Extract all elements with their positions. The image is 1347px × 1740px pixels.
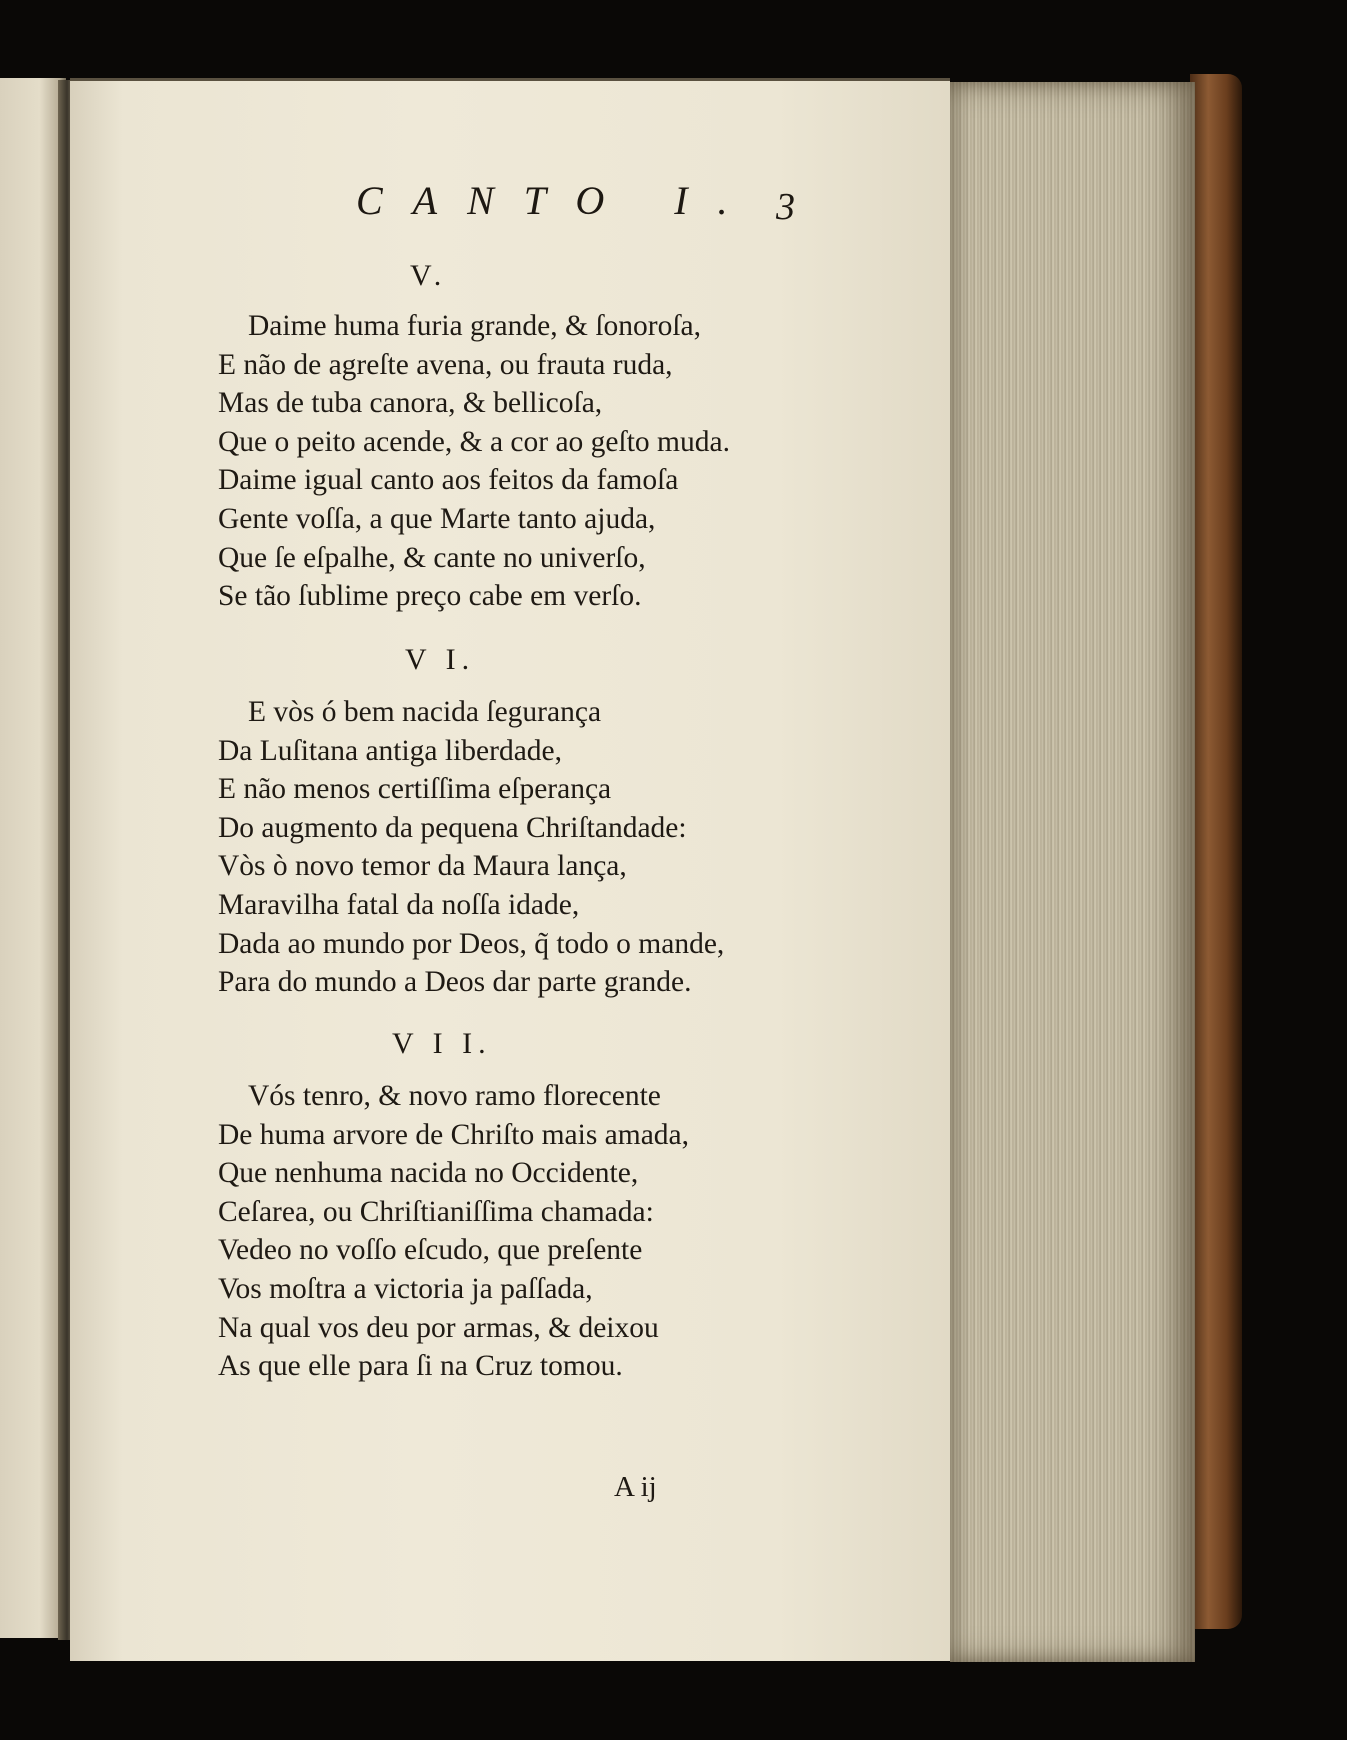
leather-cover [1190, 74, 1242, 1629]
verse-line: De huma arvore de Chriſto mais amada, [218, 1118, 690, 1151]
catchword-signature: A ij [614, 1471, 657, 1503]
verse-line: E não de agreſte avena, ou frauta ruda, [218, 348, 673, 381]
stanza-heading: V I I. [392, 1027, 492, 1060]
stanza-heading: V. [410, 259, 448, 292]
page-number: 3 [776, 186, 795, 228]
verse-line: E vòs ó bem nacida ſegurança [248, 696, 602, 728]
verse-line: Mas de tuba canora, & bellicoſa, [218, 387, 603, 420]
verse-line: Daime igual canto aos feitos da famoſa [218, 464, 679, 497]
left-page-edge [0, 78, 66, 1638]
page-fore-edge [950, 82, 1195, 1662]
verse-line: Para do mundo a Deos dar parte grande. [218, 966, 692, 999]
verse-line: Vós tenro, & novo ramo florecente [248, 1080, 661, 1112]
verse-line: Gente voſſa, a que Marte tanto ajuda, [218, 502, 656, 535]
verse-line: Ceſarea, ou Chriſtianiſſima chamada: [218, 1195, 654, 1228]
verse-line: Vòs ò novo temor da Maura lança, [218, 850, 627, 883]
verse-line: As que elle para ſi na Cruz tomou. [218, 1350, 623, 1383]
verse-line: Que nenhuma nacida no Occidente, [218, 1157, 639, 1190]
verse-line: E não menos certiſſima eſperança [218, 773, 612, 806]
stanza-vi [218, 693, 724, 1002]
verse-line: Vos moſtra a victoria ja paſſada, [218, 1272, 593, 1305]
verse-line: Que ſe eſpalhe, & cante no univerſo, [218, 541, 646, 574]
verse-line: Na qual vos deu por armas, & deixou [218, 1311, 659, 1344]
verse-line: Maravilha fatal da noſſa idade, [218, 888, 580, 921]
verse-line: Da Luſitana antiga liberdade, [218, 734, 563, 767]
verse-line: Se tão ſublime preço cabe em verſo. [218, 580, 642, 613]
verse-line: Vedeo no voſſo eſcudo, que preſente [218, 1234, 643, 1267]
right-page [70, 78, 950, 1661]
verse-line: Dada ao mundo por Deos, q̃ todo o mande, [218, 927, 725, 960]
stanza-vii [218, 1077, 689, 1386]
verse-line: Daime huma furia grande, & ſonoroſa, [248, 310, 702, 342]
stanza-heading: V I. [405, 643, 476, 676]
verse-line: Do augmento da pequena Chriſtandade: [218, 811, 687, 844]
stanza-v [218, 307, 730, 616]
verse-line: Que o peito acende, & a cor ao geſto muda. [218, 425, 730, 458]
running-head: CANTO I. [356, 178, 758, 223]
